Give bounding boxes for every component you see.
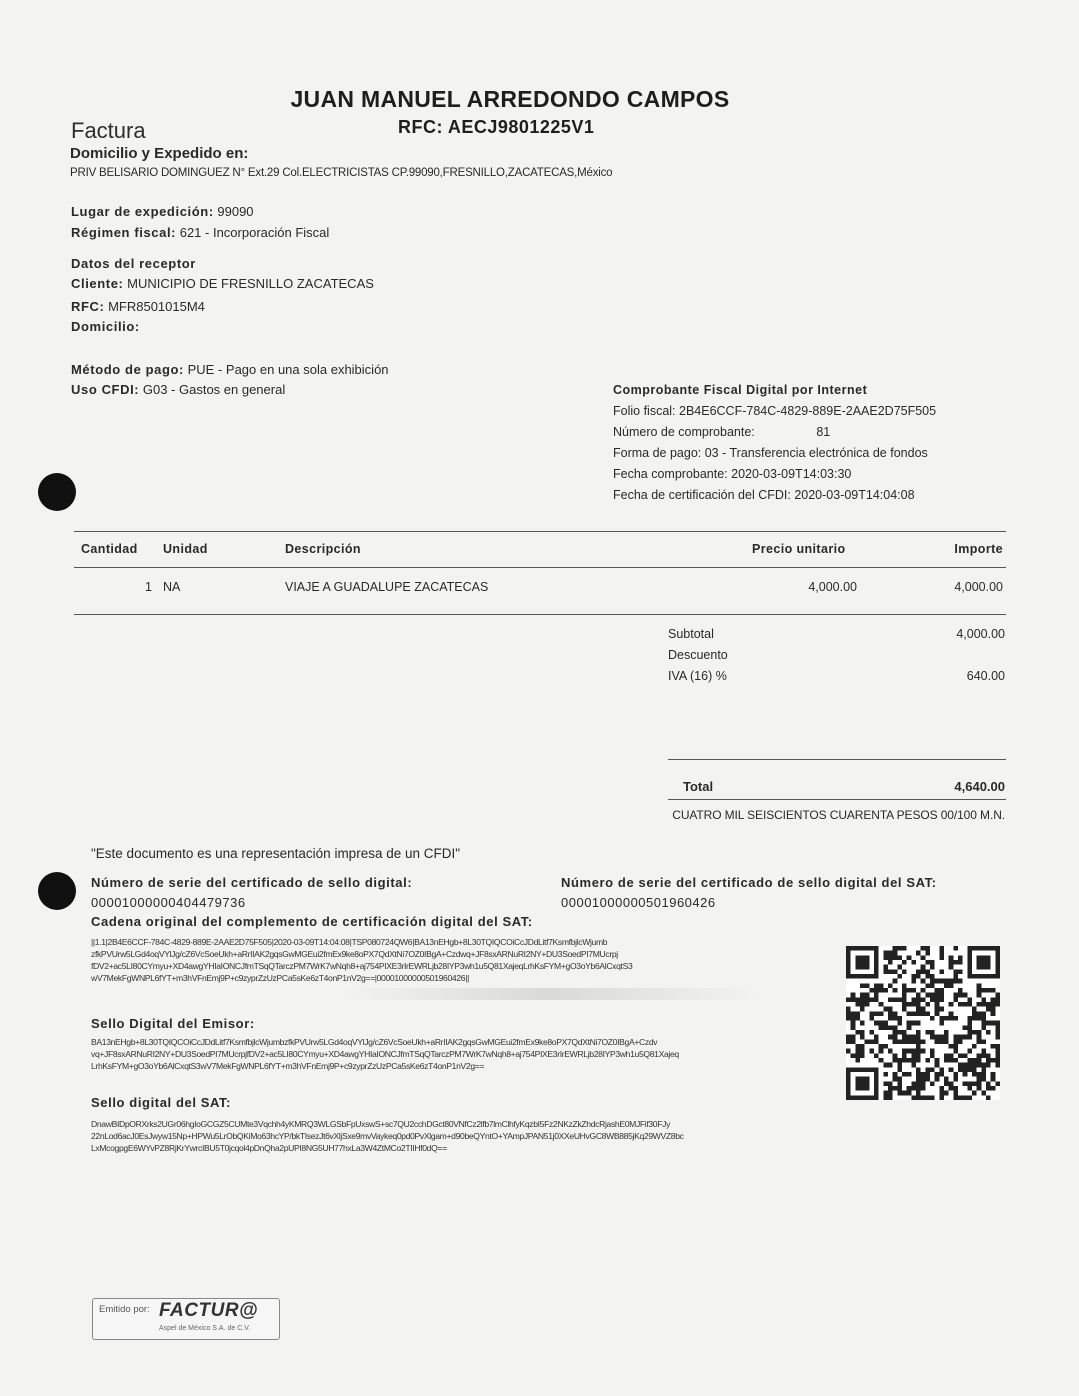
representacion-note: "Este documento es una representación impresa de un CFDI"	[91, 846, 461, 861]
punch-hole-mark	[38, 473, 76, 511]
metodo-pago-value: PUE - Pago en una sola exhibición	[187, 362, 389, 377]
row-unidad: NA	[163, 580, 181, 594]
lugar-expedicion	[71, 204, 254, 219]
cadena-original-text	[91, 936, 632, 984]
sello-sat-text	[91, 1118, 684, 1154]
cert-emisor-value: 00001000000404479736	[91, 895, 246, 910]
uso-cfdi-value: G03 - Gastos en general	[142, 382, 286, 397]
regimen-fiscal-value: 621 - Incorporación Fiscal	[179, 225, 330, 240]
cadena-line: ||1.1|2B4E6CCF-784C-4829-889E-2AAE2D75F505|2020-03-09T14:04:08|TSP080724QW6|BA13nEHgb+8L30TQIQCOiCcJDdLitf7KsmfbjlcWjumb	[91, 937, 608, 947]
uso-cfdi-label: Uso CFDI:	[71, 382, 140, 397]
row-importe: 4,000.00	[954, 580, 1003, 594]
qr-code	[846, 946, 1000, 1100]
document-type: Factura	[71, 118, 146, 143]
factur-logo: FACTUR@	[159, 1300, 259, 1321]
lugar-expedicion-label: Lugar de expedición:	[71, 204, 214, 219]
sello-emisor-line: BA13nEHgb+8L30TQIQCOiCcJDdLitf7KsmfbjlcWjumbzfkPVUrw5LGd4oqVYlJg/cZ6VcSoeUkh+aRrIIAK2gqsGwMGEui2fmEx9ke8oPX7QdXtNi7OZ0IBgA+Czdv	[91, 1037, 658, 1047]
sello-emisor-text	[91, 1036, 679, 1072]
numero-comprobante-label: Número de comprobante:	[613, 425, 755, 439]
subtotal-value: 4,000.00	[956, 627, 1005, 641]
receptor-rfc-value: MFR8501015M4	[108, 299, 205, 314]
total-label: Total	[683, 779, 714, 794]
row-precio: 4,000.00	[808, 580, 857, 594]
iva-label: IVA (16) %	[668, 669, 727, 683]
cadena-line: zfkPVUrw5LGd4oqVYlJg/cZ6VcSoeUkh+aRrIIAK2gqsGwMGEui2fmEx9ke8oPX7QdXtNi7OZ0IBgA+Czdwq+JF8sxARNuRI2NY+DU3SoedPI7MUcrpj	[91, 949, 618, 959]
punch-hole-mark	[38, 872, 76, 910]
stamp-company: Aspel de México S.A. de C.V.	[159, 1325, 251, 1332]
metodo-pago	[71, 362, 389, 377]
cliente-label: Cliente:	[71, 276, 124, 291]
descuento-label: Descuento	[668, 648, 728, 662]
issuer-name: JUAN MANUEL ARREDONDO CAMPOS	[290, 86, 730, 112]
cliente-value: MUNICIPIO DE FRESNILLO ZACATECAS	[127, 276, 374, 291]
total-rule	[668, 759, 1006, 760]
fecha-comprobante: Fecha comprobante: 2020-03-09T14:03:30	[613, 467, 852, 481]
issuer-software-stamp	[92, 1298, 280, 1340]
cadena-line: wV7MekFgWNPL6fYT+m3hVFnEmj9P+c9zyprZzUzPCa5sKe6zT4onP1nV2g==|00001000000501960426||	[91, 973, 469, 983]
sello-emisor-title: Sello Digital del Emisor:	[91, 1016, 255, 1031]
numero-comprobante-value: 81	[816, 425, 831, 439]
regimen-fiscal	[71, 225, 329, 240]
receptor-rfc-label: RFC:	[71, 299, 105, 314]
folio-fiscal: Folio fiscal: 2B4E6CCF-784C-4829-889E-2AAE2D75F505	[613, 404, 937, 418]
total-bottom-rule	[668, 799, 1006, 800]
fecha-certificacion: Fecha de certificación del CFDI: 2020-03-09T14:04:08	[613, 488, 915, 502]
numero-comprobante	[613, 422, 936, 443]
issuer-address: PRIV BELISARIO DOMINGUEZ N° Ext.29 Col.ELECTRICISTAS CP.99090,FRESNILLO,ZACATECAS,México	[70, 167, 613, 179]
subtotal-label: Subtotal	[668, 627, 714, 641]
row-descripcion: VIAJE A GUADALUPE ZACATECAS	[285, 580, 489, 594]
table-bottom-rule	[74, 614, 1006, 615]
col-header-cantidad: Cantidad	[81, 542, 138, 556]
cadena-line: fDV2+ac5LI80CYmyu+XD4awgYHIaIONCJfmTSqQTarczPM7WrK7wNqh8+aj754PIXE3rIrEWRLjb28IYP3wh1u5Q81XajeqLrhKsFYM+gO3oYb6AlCxqtS3	[91, 961, 633, 971]
table-top-rule	[74, 531, 1006, 532]
issuer-rfc: RFC: AECJ9801225V1	[398, 117, 595, 137]
sello-sat-line: 22nLod6acJ0EsJwyw15Np+HPWu5LrObQKiMo63hcYP/bkTIsezJt6vXljSxe9mvVaykeq0pd0PvXlgam+d90beQYntO+YAmpJPAN51j0XXeUHvGC8WB885jKq29WVZ8bc	[91, 1131, 684, 1141]
sello-sat-line: LxMcogpgE6WYvPZ8RjKrYwrcIBU5T0jcqol4pDnQha2pUPI8NG5UH77hxLa3W4ZtMCo2TIIHf0dQ==	[91, 1143, 447, 1153]
receptor-title: Datos del receptor	[71, 256, 196, 271]
regimen-fiscal-label: Régimen fiscal:	[71, 225, 177, 240]
cadena-title: Cadena original del complemento de certificación digital del SAT:	[91, 914, 533, 929]
row-cantidad: 1	[145, 580, 152, 594]
table-header-rule	[74, 567, 1006, 568]
emitido-label: Emitido por:	[99, 1304, 150, 1315]
col-header-precio: Precio unitario	[752, 542, 846, 556]
cert-sat-value: 00001000000501960426	[561, 895, 716, 910]
receptor-domicilio-label: Domicilio:	[71, 319, 140, 334]
cfdi-info	[613, 380, 936, 506]
sello-sat-title: Sello digital del SAT:	[91, 1095, 232, 1110]
receptor-cliente	[71, 276, 374, 291]
sello-emisor-line: vq+JF8sxARNuRI2NY+DU3SoedPI7MUcrpjfDV2+ac5LI80CYmyu+XD4awgYHIaIONCJfmTSqQTarczPM7WrK7wNqh8+aj754PIXE3rIrEWRLjb28IYP3wh1u5Q81Xajeq	[91, 1049, 679, 1059]
domicilio-title: Domicilio y Expedido en:	[70, 145, 249, 162]
col-header-importe: Importe	[954, 542, 1003, 556]
scan-smudge	[340, 988, 760, 1000]
sello-sat-line: DnawBIDpORXrks2UGr06hgIoGCGZ5CUMte3Vqchh4yKMRQ3WLGSbFpUxswS+sc7QU2cchDGct80VNfCz2lfb7lmClhfyKqzbI5Fz2NKzZkZhdcRjashE0MJFif30FJy	[91, 1119, 671, 1129]
forma-pago: Forma de pago: 03 - Transferencia electrónica de fondos	[613, 446, 928, 460]
cfdi-title: Comprobante Fiscal Digital por Internet	[613, 383, 868, 397]
col-header-unidad: Unidad	[163, 542, 208, 556]
qr-code-graphic	[846, 946, 1000, 1100]
cert-sat-label: Número de serie del certificado de sello digital del SAT:	[561, 875, 937, 890]
uso-cfdi	[71, 382, 285, 397]
cert-emisor-label: Número de serie del certificado de sello digital:	[91, 875, 413, 890]
lugar-expedicion-value: 99090	[217, 204, 254, 219]
col-header-descripcion: Descripción	[285, 542, 361, 556]
receptor-rfc	[71, 299, 205, 314]
metodo-pago-label: Método de pago:	[71, 362, 184, 377]
iva-value: 640.00	[966, 669, 1005, 683]
total-value: 4,640.00	[954, 779, 1005, 794]
sello-emisor-line: LrhKsFYM+gO3oYb6AlCxqtS3wV7MekFgWNPL6fYT+m3hVFnEmj9P+c9zyprZzUzPCa5sKe6zT4onP1nV2g==	[91, 1061, 485, 1071]
amount-in-words: CUATRO MIL SEISCIENTOS CUARENTA PESOS 00/100 M.N.	[672, 808, 1005, 822]
